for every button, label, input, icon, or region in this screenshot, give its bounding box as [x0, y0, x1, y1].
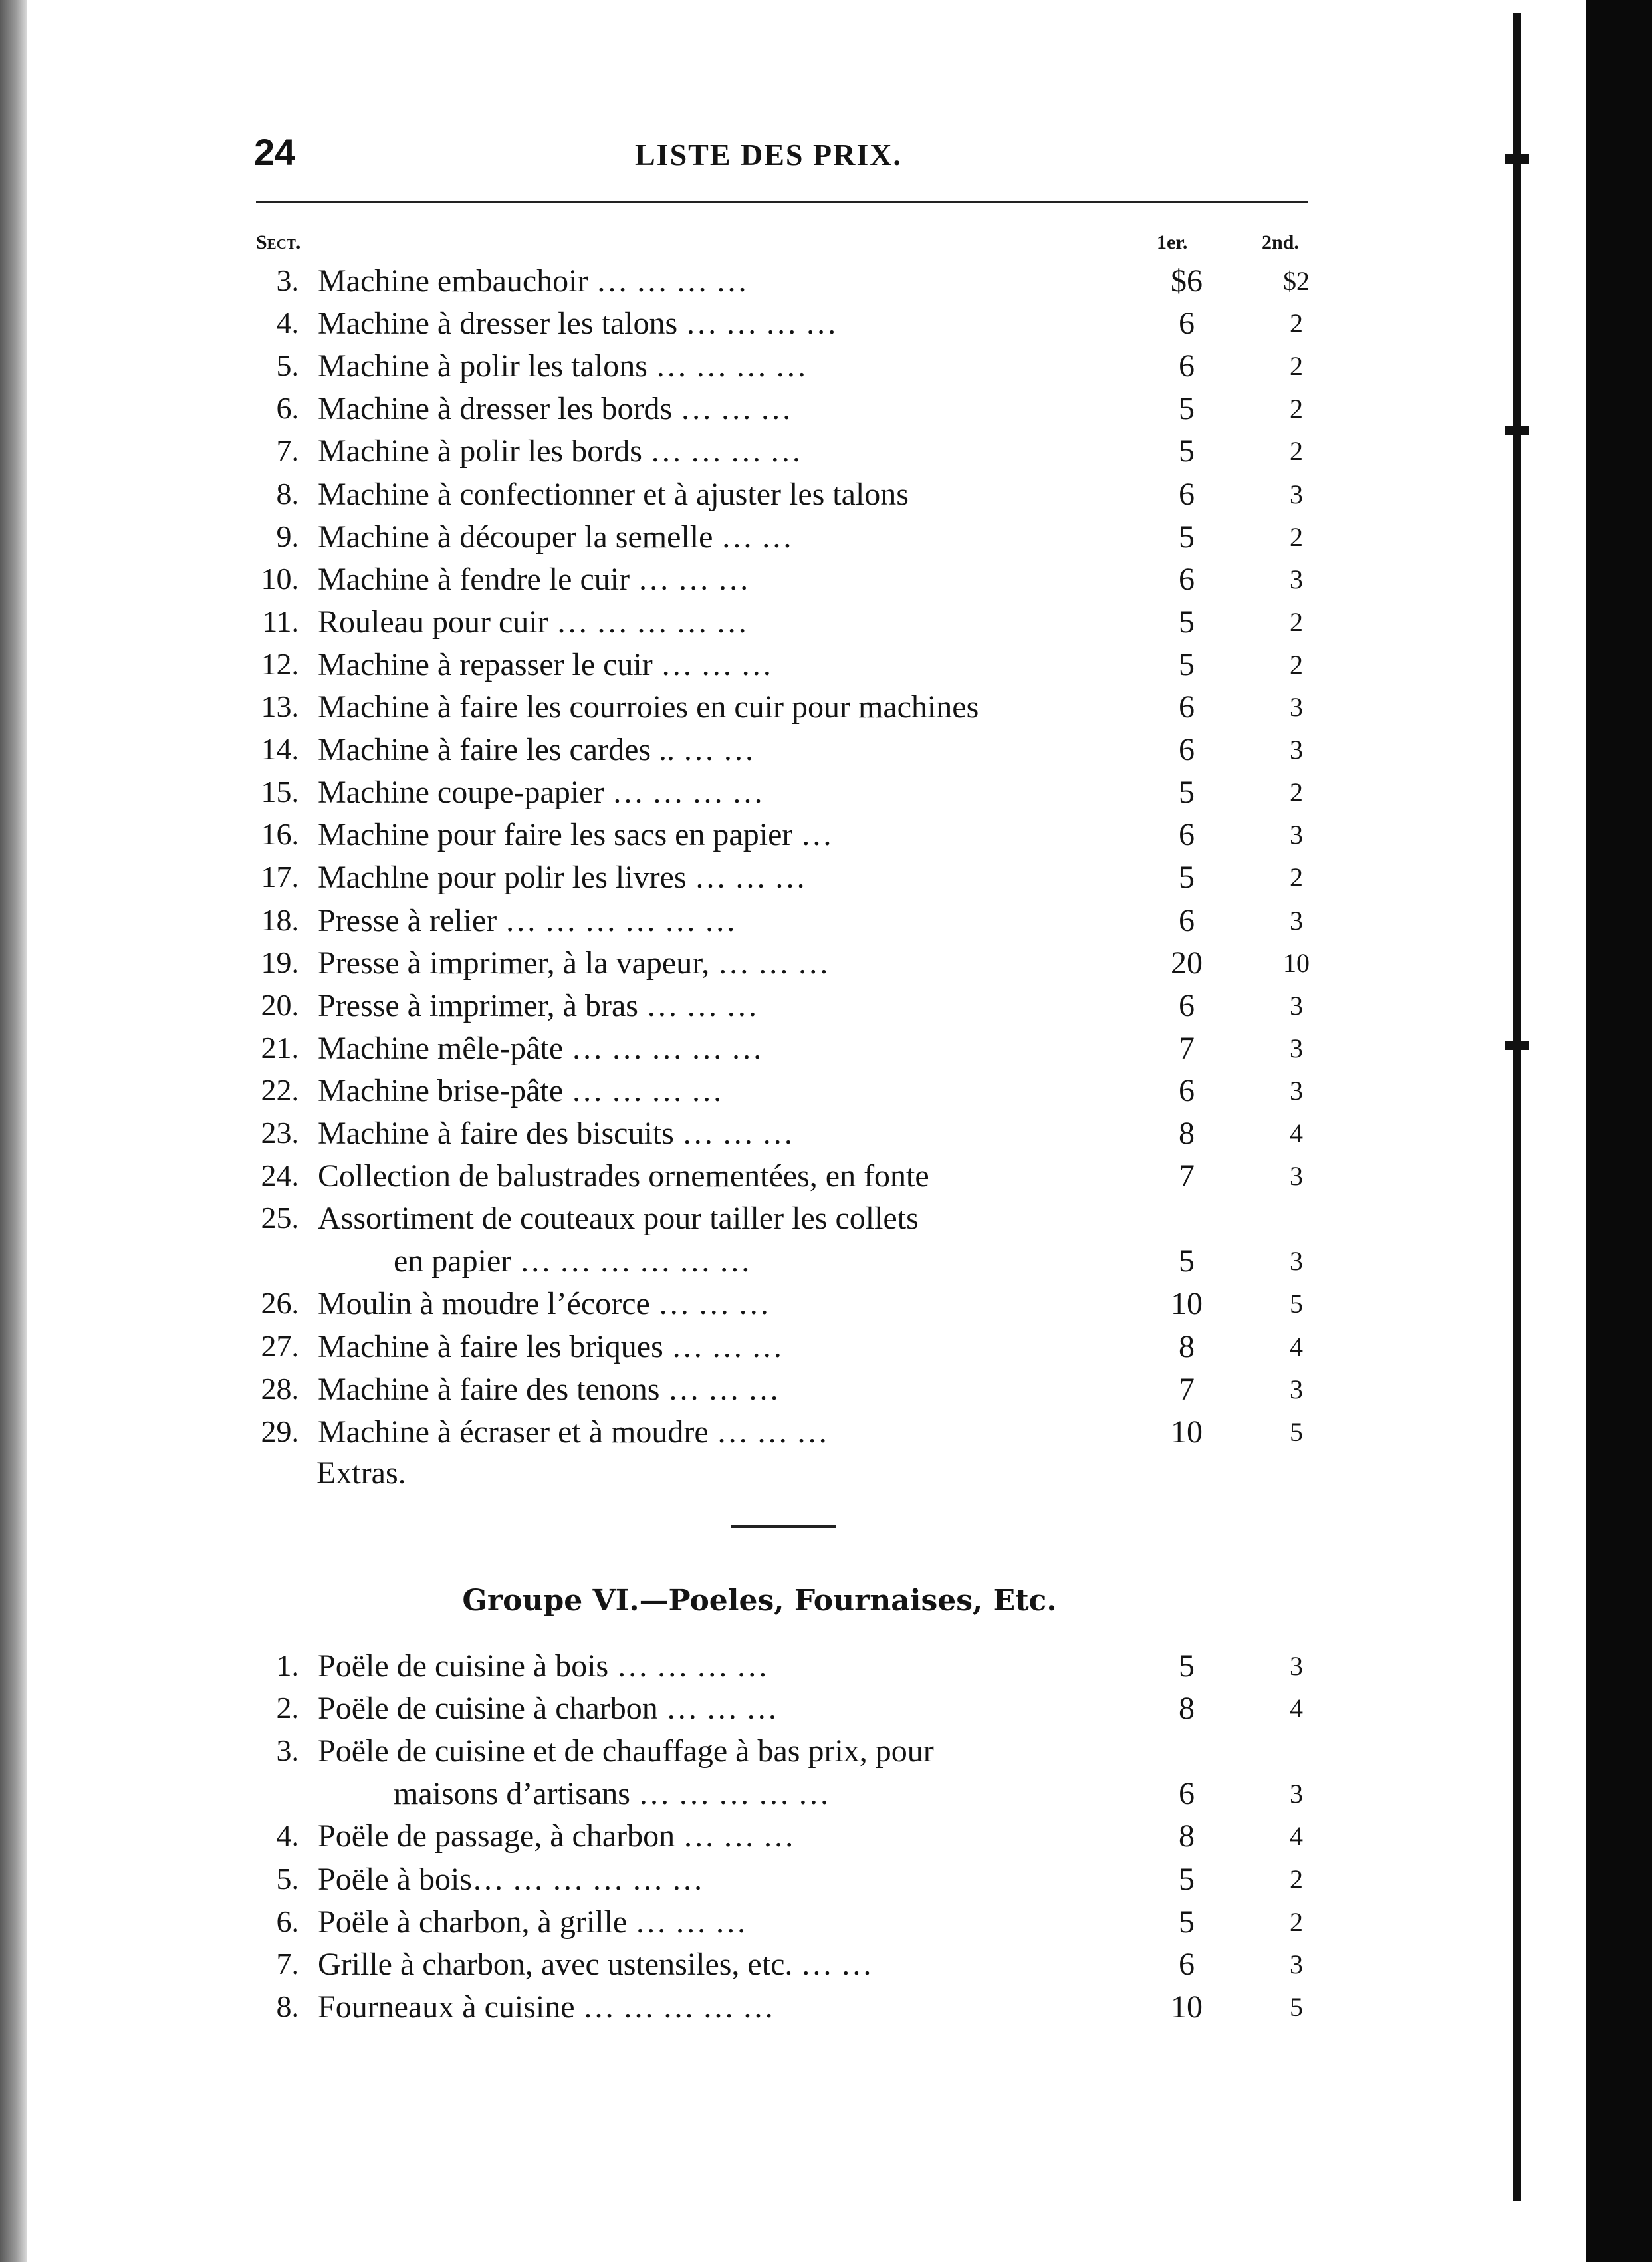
second-prize: 3 [1290, 990, 1303, 1021]
item-label: Machine à faire les cardes .. … … [318, 732, 755, 768]
item-number: 24. [261, 1158, 299, 1193]
item-number: 19. [261, 945, 299, 979]
column-header-first: 1er. [1157, 231, 1188, 253]
second-prize: 3 [1290, 564, 1303, 594]
item-label: Machine à polir les bords … … … … [318, 434, 802, 469]
item-number: 4. [276, 1819, 299, 1853]
table-row [0, 263, 1330, 303]
item-label: Poële à bois… … … … … … [318, 1861, 703, 1897]
second-prize: 3 [1290, 1033, 1303, 1063]
first-prize: 20 [1171, 945, 1203, 981]
second-prize: 3 [1290, 479, 1303, 509]
item-number: 22. [261, 1072, 299, 1107]
table-row [0, 1371, 1330, 1411]
item-label: Machine à découper la semelle … … [318, 519, 793, 555]
item-number: 5. [276, 1861, 299, 1896]
first-prize: 6 [1179, 1072, 1195, 1108]
second-prize: 2 [1290, 1864, 1303, 1894]
first-prize: 6 [1179, 476, 1195, 512]
first-prize: 7 [1179, 1030, 1195, 1066]
table-row [0, 1861, 1330, 1901]
second-prize: 2 [1290, 394, 1303, 424]
item-label: Poële de cuisine et de chauffage à bas prix, pour [318, 1733, 934, 1769]
first-prize: 5 [1179, 1861, 1195, 1897]
item-label: Machine à dresser les bords … … … [318, 391, 792, 427]
first-prize: 6 [1179, 561, 1195, 597]
second-prize: 2 [1290, 351, 1303, 382]
second-prize: 3 [1290, 820, 1303, 850]
item-label: Machine à faire les courroies en cuir pour machines [318, 690, 979, 725]
binding-mark [1505, 426, 1529, 435]
item-label: Machine à fendre le cuir … … … [318, 561, 750, 597]
first-prize: 5 [1179, 646, 1195, 682]
second-prize: 3 [1290, 1374, 1303, 1404]
first-prize: $6 [1171, 263, 1203, 299]
item-label: en papier … … … … … … [394, 1243, 751, 1279]
first-prize: 8 [1179, 1819, 1195, 1854]
item-number: 7. [276, 434, 299, 468]
table-row [0, 433, 1330, 473]
first-prize: 6 [1179, 306, 1195, 342]
first-prize: 7 [1179, 1158, 1195, 1194]
first-prize: 5 [1179, 391, 1195, 427]
table-row [0, 1115, 1330, 1155]
item-label: Machine à repasser le cuir … … … [318, 646, 772, 682]
item-number: 12. [261, 646, 299, 681]
item-label: Machine à faire des biscuits … … … [318, 1116, 794, 1151]
first-prize: 6 [1179, 902, 1195, 938]
table-row [0, 1904, 1330, 1944]
item-number: 5. [276, 348, 299, 383]
second-prize: 3 [1290, 1246, 1303, 1277]
second-prize: 3 [1290, 905, 1303, 936]
item-label: Machine mêle-pâte … … … … … [318, 1030, 763, 1066]
table-row [0, 519, 1330, 559]
first-prize: 5 [1179, 860, 1195, 896]
table-row [0, 945, 1330, 985]
first-prize: 8 [1179, 1691, 1195, 1727]
second-prize: 4 [1290, 1118, 1303, 1148]
first-prize: 6 [1179, 690, 1195, 725]
first-prize: 5 [1179, 604, 1195, 640]
table-row [0, 1285, 1330, 1325]
item-number: 6. [276, 391, 299, 426]
table-row [0, 817, 1330, 856]
item-number: 4. [276, 306, 299, 340]
item-label: Poële de passage, à charbon … … … [318, 1819, 795, 1854]
first-prize: 5 [1179, 434, 1195, 469]
page-title: LISTE DES PRIX. [635, 138, 902, 172]
item-label: Machlne pour polir les livres … … … [318, 860, 806, 896]
item-number: 28. [261, 1371, 299, 1406]
first-prize: 5 [1179, 519, 1195, 555]
group-title [0, 1584, 1652, 1618]
item-label: Machine à faire les briques … … … [318, 1328, 783, 1364]
second-prize: 2 [1290, 777, 1303, 808]
table-row [0, 305, 1330, 345]
item-label: Machine à écraser et à moudre … … … [318, 1414, 828, 1449]
second-prize: 2 [1290, 649, 1303, 680]
item-label: Rouleau pour cuir … … … … … [318, 604, 748, 640]
second-prize: 4 [1290, 1821, 1303, 1852]
item-label: Presse à imprimer, à bras … … … [318, 987, 758, 1023]
first-prize: 6 [1179, 1946, 1195, 1982]
item-number: 10. [261, 561, 299, 596]
table-row [0, 987, 1330, 1027]
second-prize: $2 [1283, 266, 1310, 296]
first-prize: 10 [1171, 1414, 1203, 1449]
second-prize: 5 [1290, 1991, 1303, 2022]
first-prize: 8 [1179, 1116, 1195, 1151]
table-row [0, 731, 1330, 771]
table-row [0, 561, 1330, 601]
item-number: 11. [262, 604, 299, 638]
item-label: Machine embauchoir … … … … [318, 263, 748, 299]
table-row [0, 1200, 1330, 1240]
item-label: Collection de balustrades ornementées, en fonte [318, 1158, 929, 1194]
table-row [0, 1989, 1330, 2029]
item-number: 16. [261, 817, 299, 852]
item-label: maisons d’artisans … … … … … [394, 1776, 830, 1812]
table-row [0, 1775, 1330, 1815]
item-number: 13. [261, 690, 299, 723]
first-prize: 6 [1179, 987, 1195, 1023]
second-prize: 3 [1290, 1075, 1303, 1106]
item-number: 18. [261, 902, 299, 937]
item-label: Poële de cuisine à bois … … … … [318, 1648, 768, 1684]
table-row [0, 390, 1330, 430]
table-row [0, 604, 1330, 644]
table-row [0, 1030, 1330, 1070]
table-row [0, 476, 1330, 516]
first-prize: 5 [1179, 1904, 1195, 1940]
item-number: 23. [261, 1116, 299, 1150]
first-prize: 8 [1179, 1328, 1195, 1364]
table-row [0, 1690, 1330, 1730]
item-number: 3. [276, 1733, 299, 1768]
item-label: Assortiment de couteaux pour tailler les collets [318, 1201, 919, 1237]
second-prize: 3 [1290, 1779, 1303, 1809]
second-prize: 3 [1290, 1161, 1303, 1192]
item-number: 25. [261, 1201, 299, 1235]
item-label: Machine pour faire les sacs en papier … [318, 817, 833, 853]
table-row [0, 689, 1330, 729]
item-number: 14. [261, 732, 299, 767]
table-row [0, 1648, 1330, 1688]
item-number: 17. [261, 860, 299, 894]
column-header-second: 2nd. [1262, 231, 1299, 253]
page-number: 24 [254, 131, 296, 173]
second-prize: 3 [1290, 1949, 1303, 1979]
section-divider [731, 1525, 836, 1528]
item-number: 9. [276, 519, 299, 553]
second-prize: 2 [1290, 1906, 1303, 1937]
second-prize: 2 [1290, 606, 1303, 637]
table-row [0, 1818, 1330, 1858]
item-number: 6. [276, 1904, 299, 1938]
item-label: Poële à charbon, à grille … … … [318, 1904, 747, 1940]
binding-mark [1505, 1041, 1529, 1050]
scan-right-edge [1586, 0, 1652, 2262]
second-prize: 3 [1290, 735, 1303, 765]
table-row [0, 1072, 1330, 1112]
table-row [0, 1328, 1330, 1368]
table-row [0, 1158, 1330, 1197]
group-title-text: Groupe VI.—Poeles, Fournaises, Etc. [462, 1584, 1057, 1618]
second-prize: 2 [1290, 521, 1303, 552]
second-prize: 5 [1290, 1416, 1303, 1447]
first-prize: 6 [1179, 1776, 1195, 1812]
table-row [0, 902, 1330, 942]
second-prize: 5 [1290, 1289, 1303, 1319]
item-label: Presse à imprimer, à la vapeur, … … … [318, 945, 830, 981]
second-prize: 2 [1290, 862, 1303, 893]
first-prize: 7 [1179, 1371, 1195, 1407]
table-row [0, 1414, 1330, 1453]
item-number: 7. [276, 1946, 299, 1981]
second-prize: 2 [1290, 436, 1303, 467]
table-row [0, 1946, 1330, 1986]
binding-mark [1505, 154, 1529, 164]
extras-label: Extras. [316, 1455, 406, 1491]
item-label: Machine à polir les talons … … … … [318, 348, 807, 384]
item-label: Machine à dresser les talons … … … … [318, 306, 838, 342]
table-row [0, 774, 1330, 814]
item-number: 8. [276, 476, 299, 511]
item-number: 20. [261, 987, 299, 1022]
table-row [0, 646, 1330, 686]
item-label: Poële de cuisine à charbon … … … [318, 1691, 778, 1727]
item-label: Machine à confectionner et à ajuster les talons [318, 476, 909, 512]
item-number: 15. [261, 775, 299, 809]
item-number: 21. [261, 1030, 299, 1065]
column-header-sect: Sect. [256, 231, 301, 253]
item-label: Moulin à moudre l’écorce … … … [318, 1286, 770, 1322]
first-prize: 10 [1171, 1989, 1203, 2025]
item-label: Presse à relier … … … … … … [318, 902, 737, 938]
table-row [0, 1243, 1330, 1283]
item-number: 27. [261, 1328, 299, 1363]
table-row [0, 1733, 1330, 1773]
second-prize: 10 [1283, 947, 1310, 978]
first-prize: 5 [1179, 1648, 1195, 1684]
first-prize: 5 [1179, 1243, 1195, 1279]
item-label: Fourneaux à cuisine … … … … … [318, 1989, 774, 2025]
second-prize: 4 [1290, 1694, 1303, 1724]
item-number: 8. [276, 1989, 299, 2023]
second-prize: 2 [1290, 309, 1303, 339]
second-prize: 3 [1290, 692, 1303, 722]
item-label: Machine brise-pâte … … … … [318, 1072, 723, 1108]
first-prize: 6 [1179, 732, 1195, 768]
item-label: Machine à faire des tenons … … … [318, 1371, 780, 1407]
table-row [0, 348, 1330, 388]
item-number: 26. [261, 1286, 299, 1320]
second-prize: 4 [1290, 1331, 1303, 1362]
table-row [0, 859, 1330, 899]
first-prize: 10 [1171, 1286, 1203, 1322]
item-number: 2. [276, 1691, 299, 1725]
item-number: 1. [276, 1648, 299, 1682]
item-label: Machine coupe-papier … … … … [318, 775, 764, 811]
first-prize: 6 [1179, 348, 1195, 384]
first-prize: 5 [1179, 775, 1195, 811]
second-prize: 3 [1290, 1651, 1303, 1681]
binding-line [1513, 13, 1521, 2201]
header-rule [256, 201, 1308, 203]
item-number: 3. [276, 263, 299, 297]
item-label: Grille à charbon, avec ustensiles, etc. … … [318, 1946, 873, 1982]
item-number: 29. [261, 1414, 299, 1448]
first-prize: 6 [1179, 817, 1195, 853]
